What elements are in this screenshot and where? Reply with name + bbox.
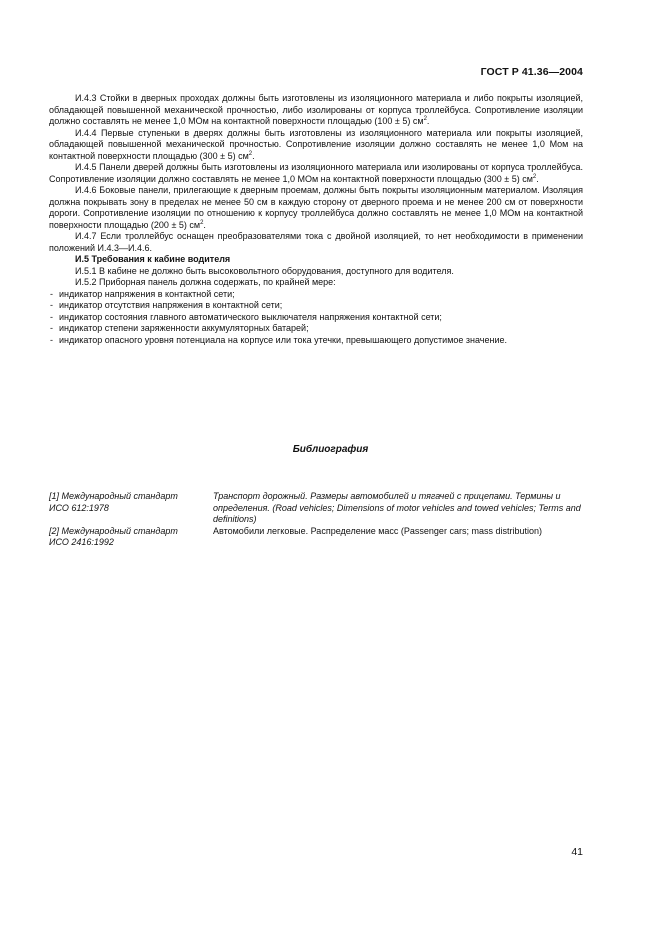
superscript: 2 — [532, 173, 537, 180]
paragraph-text: И.4.4 Первые ступеньки в дверях должны быть изготовлены из изоляционного материала или покрыты изоляцией, обладающей повышенной механической прочностью. Сопротивление изоляции должно составлять не менее 1,0 Мом на контактной поверхности площадью (300 ± 5) см — [49, 127, 583, 161]
paragraph-text: И.4.6 Боковые панели, прилегающие к дверным проемам, должны быть покрыты изоляционным материалом. Изоляция должна покрывать зону в пределах не менее 50 см в каждую сторону от дверного проема и не менее 200 см от поверхности дороги. Сопротивление изоляции по отношению к корпусу троллейбуса должно составлять не менее 1,0 МОм на контактной поверхности площадью (200 ± 5) см — [49, 185, 583, 230]
section-heading: И.5 Требования к кабине водителя — [75, 254, 231, 264]
document-body — [49, 93, 583, 346]
superscript: 2 — [200, 219, 204, 226]
paragraph-i-4-7: И.4.7 Если троллейбус оснащен преобразователями тока с двойной изоляцией, то нет необходимости в применении положений И.4.3—И.4.6. — [49, 231, 583, 253]
superscript: 2 — [248, 150, 253, 157]
paragraph-i-4-6 — [49, 185, 583, 231]
list-item: - индикатор состояния главного автоматического выключателя напряжения контактной сети; — [49, 312, 583, 324]
bibliography-reference — [49, 526, 213, 549]
indicator-list — [49, 289, 583, 347]
bibliography-reference — [49, 491, 213, 526]
list-item: - индикатор опасного уровня потенциала на корпусе или тока утечки, превышающего допустимое значение. — [49, 335, 583, 347]
paragraph-text: И.4.5 Панели дверей должны быть изготовлены из изоляционного материала или изолированы от корпуса троллейбуса. Сопротивление изоляции должно составлять не менее 1,0 МОм на контактной поверхности площадью (300 ± 5) см — [49, 162, 583, 184]
reference-label: [1] Международный стандарт — [49, 491, 178, 501]
list-item: - индикатор напряжения в контактной сети; — [49, 289, 583, 301]
paragraph-i-4-4 — [49, 128, 583, 163]
paragraph-i-4-5 — [49, 162, 583, 185]
list-item: - индикатор степени заряженности аккумуляторных батарей; — [49, 323, 583, 335]
list-item: - индикатор отсутствия напряжения в контактной сети; — [49, 300, 583, 312]
reference-number: ИСО 612:1978 — [49, 502, 109, 513]
bibliography-list — [49, 491, 589, 549]
period: . — [252, 150, 255, 161]
bibliography-title: Библиография — [292, 444, 369, 455]
paragraph-i-5-1: И.5.1 В кабине не должно быть высоковольтного оборудования, доступного для водителя. — [75, 265, 454, 276]
paragraph-text: И.4.3 Стойки в дверных проходах должны быть изготовлены из изоляционного материала и либо покрыты изоляцией, обладающей повышенной механической прочностью, либо изолированы от корпуса троллейбуса. Сопротивление изоляции должно составлять не менее 1,0 МОм на контактной поверхности площадью (100 ± 5) см — [49, 93, 583, 126]
reference-number: ИСО 2416:1992 — [49, 537, 114, 547]
period: . — [536, 173, 539, 184]
period: . — [203, 219, 206, 230]
document-code-header: ГОСТ Р 41.36—2004 — [480, 66, 583, 78]
paragraph-i-4-3 — [49, 93, 583, 128]
reference-label: [2] Международный стандарт — [49, 525, 178, 536]
bibliography-entry — [49, 526, 589, 549]
bibliography-description: Автомобили легковые. Распределение масс (Passenger cars; mass distribution) — [213, 525, 542, 536]
bibliography-description: Транспорт дорожный. Размеры автомобилей и тягачей с прицепами. Термины и определения. (Road vehicles; Dimensions of motor vehicles and towed vehicles; Terms and definitions) — [213, 491, 581, 524]
superscript: 2 — [423, 116, 427, 122]
bibliography-entry — [49, 491, 589, 526]
page-number: 41 — [571, 846, 583, 858]
period: . — [426, 116, 430, 126]
paragraph-i-5-2: И.5.2 Приборная панель должна содержать, по крайней мере: — [75, 277, 336, 287]
